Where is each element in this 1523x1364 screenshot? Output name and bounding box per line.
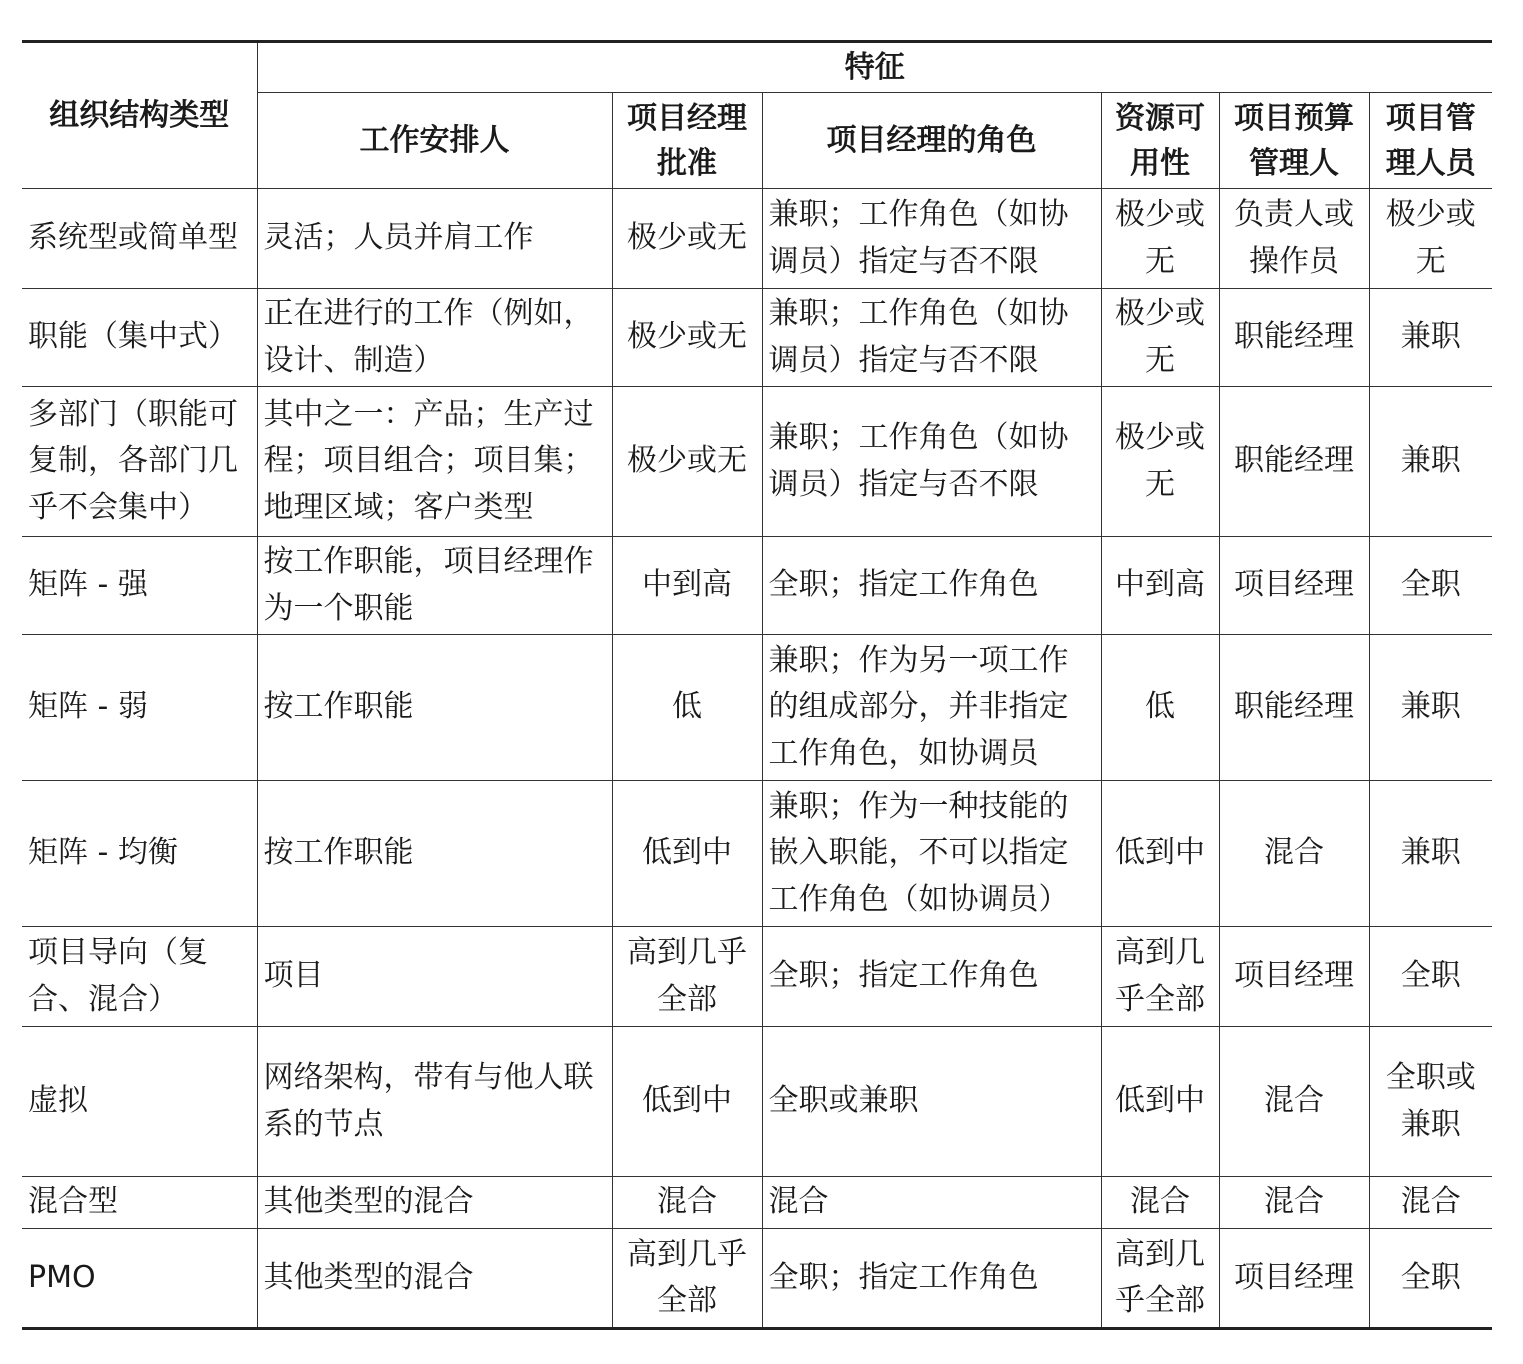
cell-org-type: 职能（集中式） xyxy=(22,289,257,387)
cell-staff: 兼职 xyxy=(1369,289,1492,387)
table-row xyxy=(22,1177,1492,1229)
cell-pm-role: 兼职；作为一种技能的嵌入职能，不可以指定工作角色（如协调员） xyxy=(762,781,1101,927)
cell-arranger: 项目 xyxy=(257,927,612,1027)
org-structure-table-container xyxy=(22,40,1492,1330)
cell-staff: 全职 xyxy=(1369,927,1492,1027)
header-col-staff: 项目管理人员 xyxy=(1369,93,1492,189)
header-col-pm-approval: 项目经理批准 xyxy=(612,93,762,189)
cell-arranger: 灵活；人员并肩工作 xyxy=(257,189,612,289)
cell-pm-approval: 高到几乎全部 xyxy=(612,1229,762,1329)
cell-pm-approval: 高到几乎全部 xyxy=(612,927,762,1027)
cell-pm-role: 全职；指定工作角色 xyxy=(762,927,1101,1027)
cell-pm-role: 兼职；工作角色（如协调员）指定与否不限 xyxy=(762,289,1101,387)
cell-pm-approval: 极少或无 xyxy=(612,289,762,387)
cell-resource: 极少或无 xyxy=(1101,189,1219,289)
cell-org-type: 虚拟 xyxy=(22,1027,257,1177)
cell-resource: 极少或无 xyxy=(1101,387,1219,537)
cell-arranger: 按工作职能，项目经理作为一个职能 xyxy=(257,537,612,635)
cell-pm-approval: 极少或无 xyxy=(612,387,762,537)
table-row xyxy=(22,289,1492,387)
cell-org-type: 多部门（职能可复制，各部门几乎不会集中） xyxy=(22,387,257,537)
table-row xyxy=(22,537,1492,635)
cell-staff: 全职 xyxy=(1369,537,1492,635)
cell-pm-role: 全职；指定工作角色 xyxy=(762,1229,1101,1329)
cell-resource: 中到高 xyxy=(1101,537,1219,635)
table-row xyxy=(22,189,1492,289)
cell-org-type: 矩阵 - 弱 xyxy=(22,635,257,781)
cell-pm-approval: 极少或无 xyxy=(612,189,762,289)
table-row xyxy=(22,781,1492,927)
cell-pm-role: 全职或兼职 xyxy=(762,1027,1101,1177)
cell-resource: 混合 xyxy=(1101,1177,1219,1229)
cell-resource: 高到几乎全部 xyxy=(1101,1229,1219,1329)
cell-budget: 混合 xyxy=(1219,1027,1369,1177)
cell-arranger: 网络架构，带有与他人联系的节点 xyxy=(257,1027,612,1177)
table-row xyxy=(22,927,1492,1027)
header-row-top xyxy=(22,42,1492,93)
table-row xyxy=(22,1229,1492,1329)
cell-pm-role: 兼职；工作角色（如协调员）指定与否不限 xyxy=(762,387,1101,537)
cell-budget: 负责人或操作员 xyxy=(1219,189,1369,289)
cell-budget: 项目经理 xyxy=(1219,1229,1369,1329)
cell-staff: 兼职 xyxy=(1369,387,1492,537)
table-body xyxy=(22,189,1492,1329)
cell-staff: 全职 xyxy=(1369,1229,1492,1329)
header-col-arranger: 工作安排人 xyxy=(257,93,612,189)
cell-resource: 低 xyxy=(1101,635,1219,781)
org-structure-table xyxy=(22,40,1492,1330)
table-row xyxy=(22,1027,1492,1177)
table-header xyxy=(22,42,1492,189)
header-org-type: 组织结构类型 xyxy=(22,42,257,189)
cell-resource: 低到中 xyxy=(1101,1027,1219,1177)
cell-pm-approval: 低到中 xyxy=(612,781,762,927)
cell-org-type: 矩阵 - 均衡 xyxy=(22,781,257,927)
cell-pm-role: 全职；指定工作角色 xyxy=(762,537,1101,635)
cell-budget: 职能经理 xyxy=(1219,387,1369,537)
cell-budget: 职能经理 xyxy=(1219,635,1369,781)
cell-budget: 项目经理 xyxy=(1219,927,1369,1027)
header-col-resource: 资源可用性 xyxy=(1101,93,1219,189)
cell-staff: 混合 xyxy=(1369,1177,1492,1229)
cell-budget: 项目经理 xyxy=(1219,537,1369,635)
cell-staff: 兼职 xyxy=(1369,781,1492,927)
cell-arranger: 其他类型的混合 xyxy=(257,1229,612,1329)
header-col-pm-role: 项目经理的角色 xyxy=(762,93,1101,189)
table-row xyxy=(22,635,1492,781)
cell-org-type: 矩阵 - 强 xyxy=(22,537,257,635)
cell-pm-role: 兼职；作为另一项工作的组成部分，并非指定工作角色，如协调员 xyxy=(762,635,1101,781)
cell-resource: 低到中 xyxy=(1101,781,1219,927)
cell-org-type: 项目导向（复合、混合） xyxy=(22,927,257,1027)
cell-arranger: 其中之一：产品；生产过程；项目组合；项目集；地理区域；客户类型 xyxy=(257,387,612,537)
cell-budget: 混合 xyxy=(1219,781,1369,927)
cell-resource: 高到几乎全部 xyxy=(1101,927,1219,1027)
cell-arranger: 其他类型的混合 xyxy=(257,1177,612,1229)
cell-staff: 极少或无 xyxy=(1369,189,1492,289)
cell-arranger: 正在进行的工作（例如，设计、制造） xyxy=(257,289,612,387)
cell-pm-approval: 中到高 xyxy=(612,537,762,635)
cell-pm-approval: 低 xyxy=(612,635,762,781)
cell-pm-approval: 混合 xyxy=(612,1177,762,1229)
cell-budget: 混合 xyxy=(1219,1177,1369,1229)
cell-arranger: 按工作职能 xyxy=(257,781,612,927)
cell-arranger: 按工作职能 xyxy=(257,635,612,781)
cell-resource: 极少或无 xyxy=(1101,289,1219,387)
cell-staff: 兼职 xyxy=(1369,635,1492,781)
header-features: 特征 xyxy=(257,42,1492,93)
cell-org-type: PMO xyxy=(22,1229,257,1329)
table-row xyxy=(22,387,1492,537)
cell-pm-role: 兼职；工作角色（如协调员）指定与否不限 xyxy=(762,189,1101,289)
header-col-budget: 项目预算管理人 xyxy=(1219,93,1369,189)
cell-pm-role: 混合 xyxy=(762,1177,1101,1229)
cell-budget: 职能经理 xyxy=(1219,289,1369,387)
cell-org-type: 系统型或简单型 xyxy=(22,189,257,289)
cell-org-type: 混合型 xyxy=(22,1177,257,1229)
cell-staff: 全职或兼职 xyxy=(1369,1027,1492,1177)
cell-pm-approval: 低到中 xyxy=(612,1027,762,1177)
